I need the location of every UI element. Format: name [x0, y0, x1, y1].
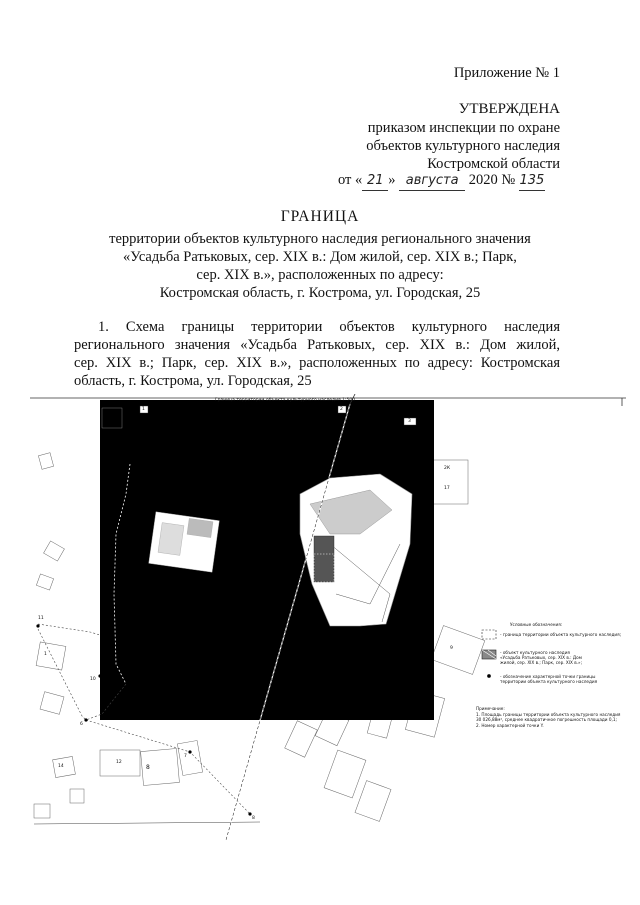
map-point-label: 2: [340, 407, 343, 412]
map-building-label: 9: [450, 646, 453, 651]
order-date-line: [338, 171, 570, 191]
boundary-scheme-map: [30, 394, 626, 844]
paragraph-line-1: 1. Схема границы территории объектов культурного наследия: [98, 319, 560, 335]
map-point-label: 8: [252, 816, 255, 821]
map-point-label: 7: [184, 754, 187, 759]
subtitle-line-3: сер. XIX в.», расположенных по адресу:: [196, 267, 444, 283]
map-building-label: 14: [58, 764, 64, 769]
map-point-label: 11: [38, 616, 44, 621]
legend-item-object: - объект культурного наследия «Усадьба Ратьковых, сер. XIX в.: Дом жилой, сер. XIX в.; Парк, сер. XIX в.»;: [500, 650, 582, 665]
map-building-label: 2К: [444, 466, 451, 471]
map-building-label: 12: [116, 760, 122, 765]
document-title: ГРАНИЦА: [280, 208, 360, 225]
legend-item-point: - обозначение характерной точки границы территории объекта культурного наследия: [500, 674, 598, 684]
map-drawing: [30, 394, 626, 844]
subtitle-line-4: Костромская область, г. Кострома, ул. Городская, 25: [159, 285, 481, 301]
map-point-label: 3: [408, 419, 411, 424]
paragraph-line-3: сер. XIX в.; Парк, сер. XIX в.», расположенных по адресу: Костромская: [74, 355, 560, 371]
appendix-label: Приложение № 1: [453, 65, 560, 81]
map-point-label: 10: [90, 677, 96, 682]
date-month-handwritten: августа: [399, 172, 465, 191]
legend-title: Условные обозначения:: [510, 622, 563, 627]
map-point-label: 1: [142, 407, 145, 412]
map-building-label: 17: [444, 486, 450, 491]
date-mid: »: [388, 172, 396, 188]
date-day-handwritten: 21: [362, 172, 388, 191]
map-point-label: 6: [80, 722, 83, 727]
approved-label: УТВЕРЖДЕНА: [458, 101, 560, 117]
note-2: 2. Номер характерной точки Y.: [476, 723, 544, 728]
note-1: 1. Площадь границы территории объекта культурного наследия 30 026,88м², среднее квадратичное погрешность площади 0,1;: [476, 712, 621, 722]
map-heading: Граница территории объекта культурного наследия 1:500: [214, 398, 356, 403]
date-prefix: от «: [338, 172, 363, 188]
order-number-handwritten: 135: [519, 172, 545, 191]
approved-line-2: объектов культурного наследия: [366, 138, 560, 154]
paragraph-line-2: регионального значения «Усадьба Ратьковых, сер. XIX в.: Дом жилой,: [74, 337, 560, 353]
subtitle-line-2: «Усадьба Ратьковых, сер. XIX в.: Дом жилой, сер. XIX в.; Парк,: [123, 249, 517, 265]
subtitle-line-1: территории объектов культурного наследия регионального значения: [109, 231, 531, 247]
notes-title: Примечание:: [476, 706, 505, 711]
map-building-label: 1: [44, 652, 47, 657]
map-building-label: 8: [146, 764, 150, 771]
approved-line-3: Костромской области: [427, 156, 560, 172]
date-year: 2020 №: [468, 172, 516, 188]
approved-line-1: приказом инспекции по охране: [367, 120, 560, 136]
legend-item-boundary: - граница территории объекта культурного наследия;: [500, 632, 622, 637]
paragraph-line-4: область, г. Кострома, ул. Городская, 25: [74, 373, 312, 389]
